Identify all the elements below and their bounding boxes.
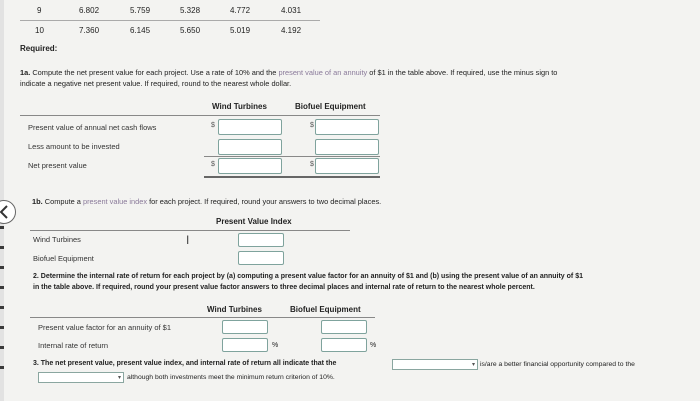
wind-irr-input[interactable] (222, 338, 268, 352)
required-heading: Required: (20, 44, 58, 53)
table-cell: 9 (37, 6, 42, 15)
wind-npv-input[interactable] (218, 158, 282, 174)
strip-tick (0, 266, 4, 269)
q1a-text-line1: 1a. Compute the net present value for each project. Use a rate of 10% and the present value of an annuity of $1 in the table above. If required, use the minus sign to (20, 68, 558, 77)
back-button[interactable] (0, 200, 16, 224)
wind-pv-index-input[interactable] (238, 233, 284, 247)
row-label: Wind Turbines (33, 235, 81, 244)
percent-sign: % (370, 342, 377, 349)
biofuel-pv-cash-flows-input[interactable] (315, 119, 379, 135)
q3-text-mid: is/are a better financial opportunity compared to the (480, 361, 635, 368)
header-rule (20, 115, 380, 116)
strip-tick (0, 366, 4, 369)
biofuel-npv-input[interactable] (315, 158, 379, 174)
biofuel-amount-invested-input[interactable] (315, 139, 379, 155)
table-cell: 6.145 (130, 26, 151, 35)
better-project-select[interactable] (392, 359, 478, 370)
biofuel-irr-input[interactable] (321, 338, 367, 352)
table-cell: 6.802 (79, 6, 100, 15)
table-cell: 4.772 (230, 6, 251, 15)
table-cell: 5.328 (180, 6, 201, 15)
text-cursor-icon: I (186, 233, 190, 247)
chevron-left-icon (0, 201, 15, 223)
col-header-biofuel: Biofuel Equipment (290, 305, 361, 314)
q2-text-line2: in the table above. If required, round your present value factor answers to three decimal places and internal rate of return to the nearest whole percent. (33, 284, 535, 291)
wind-pv-cash-flows-input[interactable] (218, 119, 282, 135)
col-header-wind: Wind Turbines (207, 305, 262, 314)
dollar-sign: $ (310, 161, 314, 168)
table-divider (20, 20, 320, 21)
q1a-text-line2: indicate a negative net present value. If required, round to the nearest whole dollar. (20, 79, 292, 88)
table-cell: 5.019 (230, 26, 251, 35)
q2-text-line1: 2. Determine the internal rate of return for each project by (a) computing a present value factor for an annuity of $1 and (b) using the present value of an annuity of $1 (33, 273, 583, 280)
chevron-down-icon: ▾ (117, 375, 121, 381)
wind-pv-factor-input[interactable] (222, 320, 268, 334)
q3-text-start: 3. The net present value, present value index, and internal rate of return all indicate that the (33, 360, 337, 367)
row-label: Biofuel Equipment (33, 254, 94, 263)
table-cell: 7.360 (79, 26, 100, 35)
pv-index-link[interactable]: present value index (82, 197, 148, 206)
biofuel-pv-index-input[interactable] (238, 251, 284, 265)
q1b-text: 1b. Compute a present value index for each project. If required, round your answers to two decimal places. (32, 197, 382, 206)
table-cell: 4.031 (281, 6, 302, 15)
table-cell: 5.650 (180, 26, 201, 35)
strip-tick (0, 286, 4, 289)
col-header-pv-index: Present Value Index (216, 217, 292, 226)
dollar-sign: $ (211, 122, 215, 129)
header-rule (30, 317, 375, 318)
header-rule (30, 230, 350, 231)
wind-amount-invested-input[interactable] (218, 139, 282, 155)
strip-tick (0, 306, 4, 309)
row-label: Present value factor for an annuity of $1 (38, 323, 171, 332)
row-label: Internal rate of return (38, 341, 109, 350)
table-cell: 5.759 (130, 6, 151, 15)
row-label: Less amount to be invested (28, 142, 120, 151)
strip-tick (0, 326, 4, 329)
strip-tick (0, 246, 4, 249)
table-cell: 4.192 (281, 26, 302, 35)
strip-tick (0, 226, 4, 229)
other-project-select[interactable] (38, 372, 124, 383)
dollar-sign: $ (211, 161, 215, 168)
q3-text-end: although both investments meet the minimum return criterion of 10%. (127, 374, 335, 381)
annuity-link[interactable]: present value of an annuity (278, 68, 368, 77)
percent-sign: % (272, 342, 279, 349)
subtotal-rule (204, 156, 380, 157)
strip-tick (0, 346, 4, 349)
row-label: Present value of annual net cash flows (28, 123, 157, 132)
dollar-sign: $ (310, 122, 314, 129)
chevron-down-icon: ▾ (471, 362, 475, 368)
row-label: Net present value (28, 161, 87, 170)
biofuel-pv-factor-input[interactable] (321, 320, 367, 334)
col-header-biofuel: Biofuel Equipment (295, 102, 366, 111)
table-cell: 10 (35, 26, 44, 35)
total-rule (204, 176, 380, 178)
col-header-wind: Wind Turbines (212, 102, 267, 111)
